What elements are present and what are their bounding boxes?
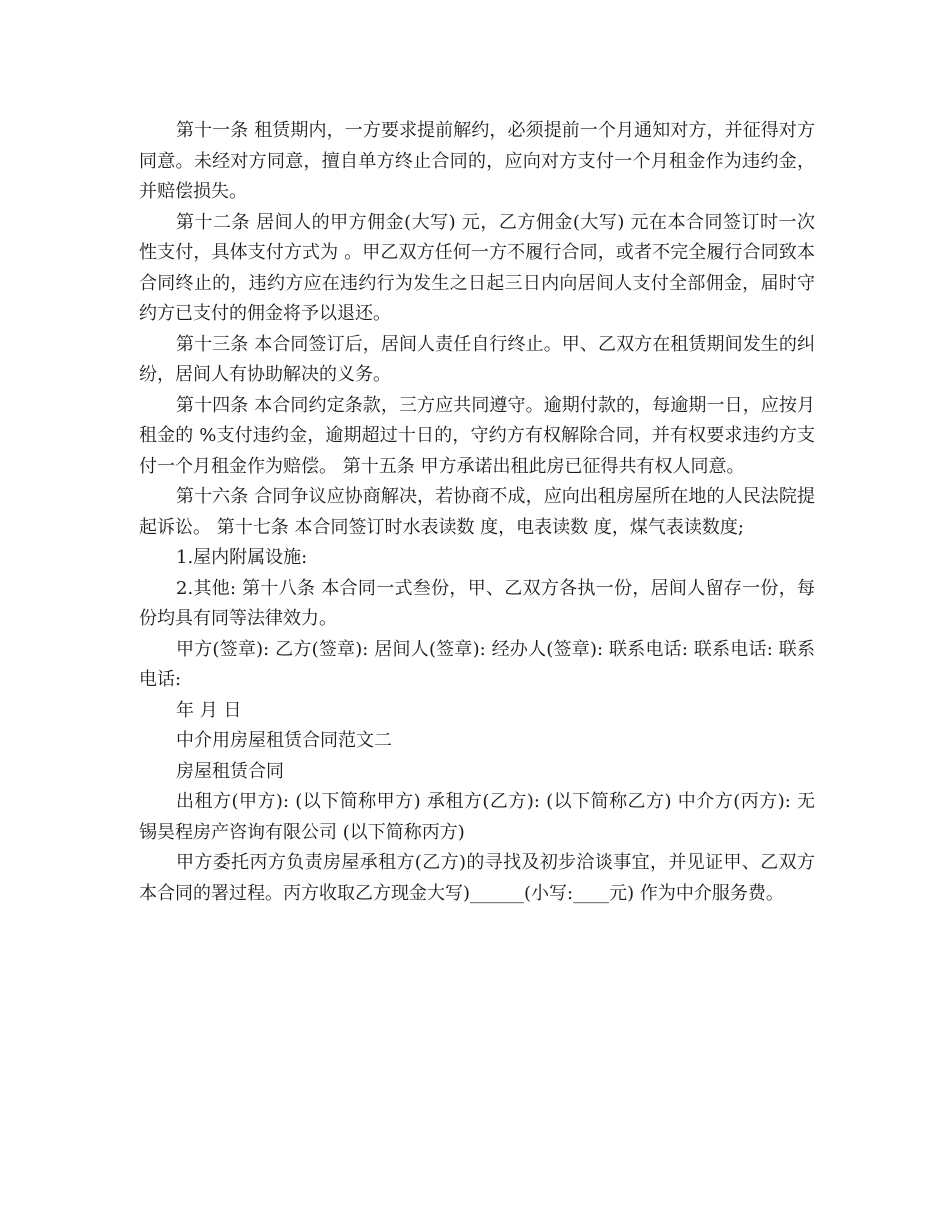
section-heading: 中介用房屋租赁合同范文二 bbox=[176, 730, 392, 751]
agency-fee-paragraph: 甲方委托丙方负责房屋承租方(乙方)的寻找及初步洽谈事宜，并见证甲、乙双方本合同的署过程。丙方收取乙方现金大写)______(小写:____元) 作为中介服务费。 bbox=[139, 852, 815, 904]
date-line: 年 月 日 bbox=[176, 699, 242, 721]
clause-18: 2.其他: 第十八条 本合同一式叁份，甲、乙双方各执一份，居间人留存一份，每份均具有同等法律效力。 bbox=[139, 577, 815, 629]
parties-line: 出租方(甲方): (以下简称甲方) 承租方(乙方): (以下简称乙方) 中介方(丙方): 无锡昊程房产咨询有限公司 (以下简称丙方) bbox=[139, 791, 815, 843]
signature-line: 甲方(签章): 乙方(签章): 居间人(签章): 经办人(签章): 联系电话: 联系电话: 联系电话: bbox=[139, 638, 815, 690]
attached-facilities: 1.屋内附属设施: bbox=[176, 547, 308, 568]
clause-11: 第十一条 租赁期内，一方要求提前解约，必须提前一个月通知对方，并征得对方同意。未经对方同意，擅自单方终止合同的，应向对方支付一个月租金作为违约金，并赔偿损失。 bbox=[139, 120, 815, 202]
clause-16-17: 第十六条 合同争议应协商解决，若协商不成，应向出租房屋所在地的人民法院提起诉讼。 第十七条 本合同签订时水表读数 度，电表读数 度，煤气表读数度; bbox=[139, 486, 815, 538]
clause-12: 第十二条 居间人的甲方佣金(大写) 元，乙方佣金(大写) 元在本合同签订时一次性支付，具体支付方式为 。甲乙双方任何一方不履行合同，或者不完全履行合同致本合同终止的，违约方应在违约行为发生之日起三日内向居间人支付全部佣金，届时守约方已支付的佣金将予以退还。 bbox=[139, 211, 815, 324]
contract-title: 房屋租赁合同 bbox=[176, 760, 284, 782]
document-body bbox=[139, 116, 815, 909]
clause-14-15: 第十四条 本合同约定条款，三方应共同遵守。逾期付款的，每逾期一日，应按月租金的 %支付违约金，逾期超过十日的，守约方有权解除合同，并有权要求违约方支付一个月租金作为赔偿。 第十五条 甲方承诺出租此房已征得共有权人同意。 bbox=[139, 394, 815, 477]
clause-13: 第十三条 本合同签订后，居间人责任自行终止。甲、乙双方在租赁期间发生的纠纷，居间人有协助解决的义务。 bbox=[139, 333, 815, 385]
